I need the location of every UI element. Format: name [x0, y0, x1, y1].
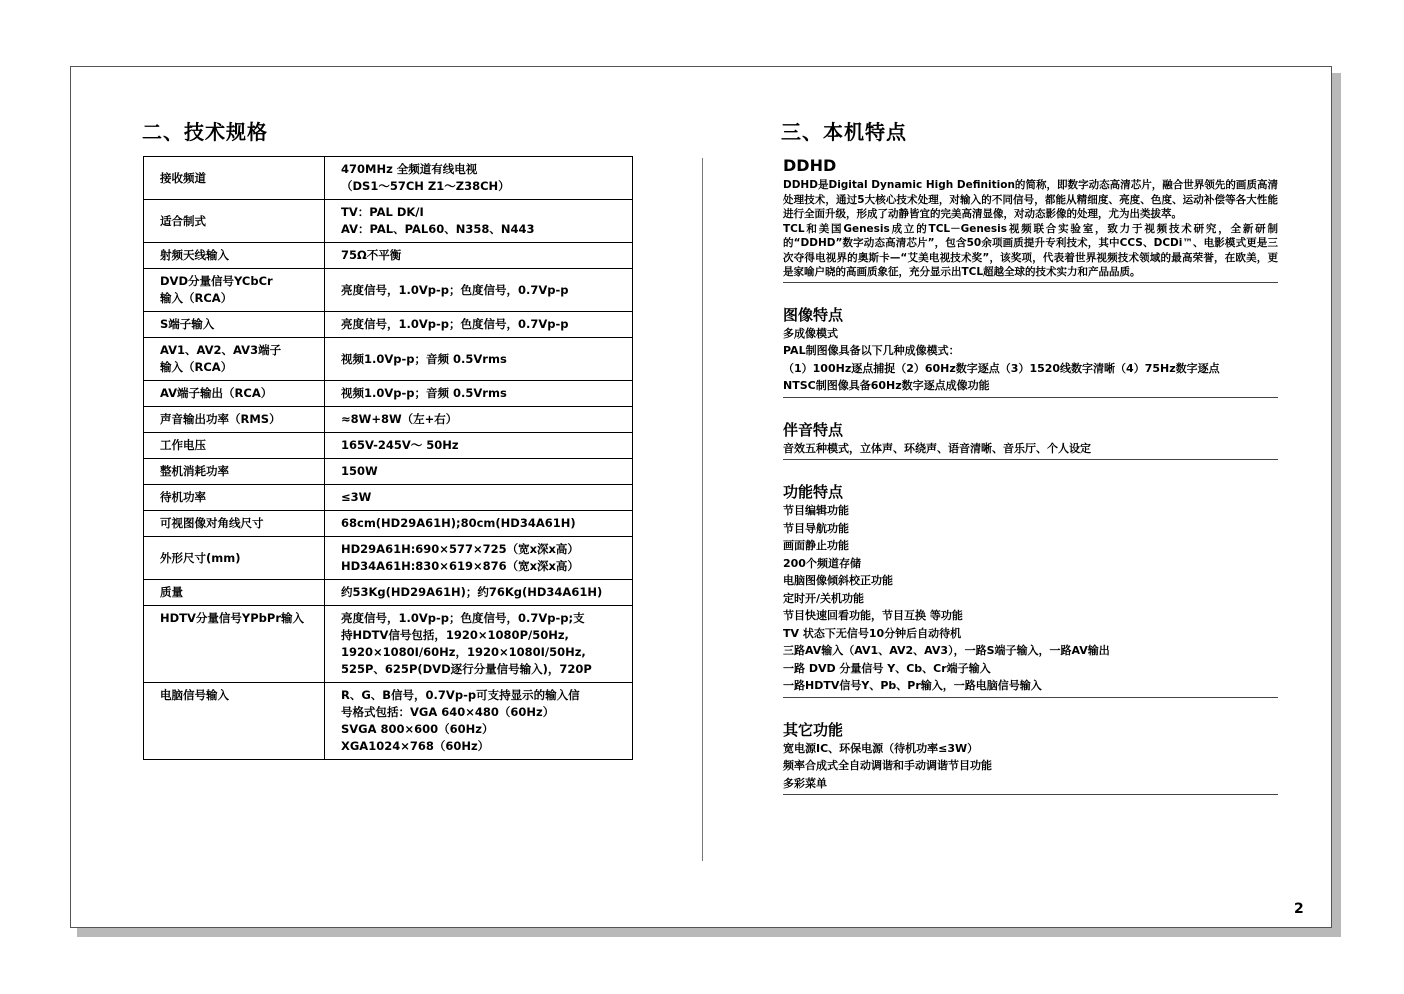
feature-line: 三路AV输入（AV1、AV2、AV3），一路S端子输入，一路AV输出 — [783, 644, 1110, 657]
spec-value: HD29A61H:690×577×725（宽x深x高） HD34A61H:830×619×876（宽x深x高） — [325, 537, 633, 580]
spec-value: 68cm(HD29A61H);80cm(HD34A61H) — [325, 511, 633, 537]
spec-value: 亮度信号，1.0Vp-p；色度信号，0.7Vp-p;支 持HDTV信号包括，1920×1080P/50Hz, 1920×1080I/60Hz，1920×1080I/50Hz, 525P、625P(DVD逐行分量信号输入)，720P — [325, 606, 633, 683]
ddhd-block — [783, 156, 1278, 283]
feature-line: TV 状态下无信号10分钟后自动待机 — [783, 626, 962, 640]
function-features-block — [783, 482, 1278, 698]
spec-row — [144, 338, 633, 381]
feature-line: NTSC制图像具备60Hz数字逐点成像功能 — [783, 379, 990, 392]
feature-line: 节目编辑功能 — [783, 504, 849, 517]
spec-value: 75Ω不平衡 — [325, 243, 633, 269]
spec-row — [144, 269, 633, 312]
feature-line: 多成像模式 — [783, 326, 838, 340]
spec-row — [144, 459, 633, 485]
spec-row — [144, 606, 633, 683]
spec-table — [143, 156, 633, 760]
spec-row — [144, 683, 633, 760]
manual-page — [70, 66, 1332, 928]
spec-row — [144, 381, 633, 407]
feature-line: 定时开/关机功能 — [783, 591, 865, 605]
spec-label: 可视图像对角线尺寸 — [144, 511, 325, 537]
spec-value: TV：PAL DK/I AV：PAL、PAL60、N358、N443 — [325, 200, 633, 243]
spec-row — [144, 312, 633, 338]
spec-value: 150W — [325, 459, 633, 485]
function-features-list — [783, 502, 1278, 695]
image-features-block — [783, 305, 1278, 398]
spec-row — [144, 537, 633, 580]
features-column — [783, 156, 1278, 795]
spec-label: HDTV分量信号YPbPr输入 — [144, 606, 325, 683]
feature-line: 音效五种模式，立体声、环绕声、语音清晰、音乐厅、个人设定 — [783, 441, 1091, 455]
sound-features-heading: 伴音特点 — [783, 420, 844, 439]
spec-value: R、G、B信号，0.7Vp-p可支持显示的输入信 号格式包括：VGA 640×480（60Hz） SVGA 800×600（60Hz） XGA1024×768（60Hz） — [325, 683, 633, 760]
feature-line: PAL制图像具备以下几种成像模式： — [783, 344, 960, 357]
features-section-title: 三、本机特点 — [781, 120, 907, 144]
feature-line: 一路HDTV信号Y、Pb、Pr输入，一路电脑信号输入 — [783, 679, 1042, 692]
sound-features-block — [783, 420, 1278, 461]
spec-value: 165V-245V～ 50Hz — [325, 433, 633, 459]
spec-label: DVD分量信号YCbCr 输入（RCA） — [144, 269, 325, 312]
function-features-heading: 功能特点 — [783, 483, 844, 501]
spec-label: 工作电压 — [144, 433, 325, 459]
feature-line: 节目导航功能 — [783, 521, 849, 535]
spec-value: ≈8W+8W（左+右） — [325, 407, 633, 433]
spec-section-title: 二、技术规格 — [142, 120, 268, 144]
ddhd-heading: DDHD — [783, 156, 837, 175]
spec-row — [144, 433, 633, 459]
spec-label: 待机功率 — [144, 485, 325, 511]
spec-value: 亮度信号，1.0Vp-p；色度信号，0.7Vp-p — [325, 269, 633, 312]
feature-line: 节目快速回看功能，节目互换 等功能 — [783, 609, 963, 622]
spec-table-body — [144, 157, 633, 760]
spec-row — [144, 200, 633, 243]
feature-line: 多彩菜单 — [783, 776, 827, 790]
spec-value: 470MHz 全频道有线电视 （DS1～57CH Z1～Z38CH） — [325, 157, 633, 200]
spec-label: 适合制式 — [144, 200, 325, 243]
spec-label: 整机消耗功率 — [144, 459, 325, 485]
spec-row — [144, 243, 633, 269]
spec-label: 质量 — [144, 580, 325, 606]
spec-label: 声音输出功率（RMS） — [144, 407, 325, 433]
feature-line: 一路 DVD 分量信号 Y、Cb、Cr端子输入 — [783, 661, 991, 675]
ddhd-paragraph-1: DDHD是Digital Dynamic High Definition的简称，即数字动态高清芯片，融合世界领先的画质高清处理技术，通过5大核心技术处理，对输入的不同信号，都能从精细度、亮度、色度、运动补偿等各大性能进行全面升级，形成了动静皆宜的完美高清显像，对动态影像的处理，尤为出类拔萃。 — [783, 179, 1278, 220]
spec-label: 接收频道 — [144, 157, 325, 200]
other-features-block — [783, 720, 1278, 796]
image-features-heading: 图像特点 — [783, 305, 844, 324]
spec-label: AV1、AV2、AV3端子 输入（RCA） — [144, 338, 325, 381]
sound-features-list — [783, 440, 1278, 458]
spec-row — [144, 157, 633, 200]
column-divider — [702, 158, 703, 861]
feature-line: 宽电源IC、环保电源（待机功率≤3W） — [783, 741, 979, 755]
spec-value: 视频1.0Vp-p；音频 0.5Vrms — [325, 338, 633, 381]
feature-line: （1）100Hz逐点捕捉（2）60Hz数字逐点（3）1520线数字清晰（4）75Hz数字逐点 — [783, 361, 1220, 375]
ddhd-paragraph-2: TCL和美国Genesis成立的TCL－Genesis视频联合实验室，致力于视频技术研究，全新研制的“DDHD”数字动态高清芯片”，包含50余项画质提升专利技术，其中CCS、DCDi™、电影模式更是三次夺得电视界的奥斯卡—“艾美电视技术奖”，该奖项，代表着世界视频技术领域的最高荣誉，在欧美，更是家喻户晓的高画质象征，充分显示出TCL超越全球的技术实力和产品品质。 — [783, 222, 1278, 278]
spec-value: ≤3W — [325, 485, 633, 511]
other-features-list — [783, 740, 1278, 793]
spec-row — [144, 511, 633, 537]
spec-value: 亮度信号，1.0Vp-p；色度信号，0.7Vp-p — [325, 312, 633, 338]
feature-line: 电脑图像倾斜校正功能 — [783, 574, 893, 587]
spec-row — [144, 580, 633, 606]
spec-row — [144, 407, 633, 433]
spec-label: 射频天线输入 — [144, 243, 325, 269]
spec-label: 电脑信号输入 — [144, 683, 325, 760]
feature-line: 画面静止功能 — [783, 539, 849, 552]
spec-value: 约53Kg(HD29A61H)；约76Kg(HD34A61H) — [325, 580, 633, 606]
spec-label: AV端子输出（RCA） — [144, 381, 325, 407]
image-features-list — [783, 325, 1278, 395]
feature-line: 200个频道存储 — [783, 556, 861, 570]
spec-label: 外形尺寸(mm) — [144, 537, 325, 580]
spec-row — [144, 485, 633, 511]
spec-label: S端子输入 — [144, 312, 325, 338]
other-features-heading: 其它功能 — [783, 720, 844, 739]
feature-line: 频率合成式全自动调谐和手动调谐节目功能 — [783, 759, 992, 772]
page-number: 2 — [1294, 901, 1304, 917]
spec-value: 视频1.0Vp-p；音频 0.5Vrms — [325, 381, 633, 407]
